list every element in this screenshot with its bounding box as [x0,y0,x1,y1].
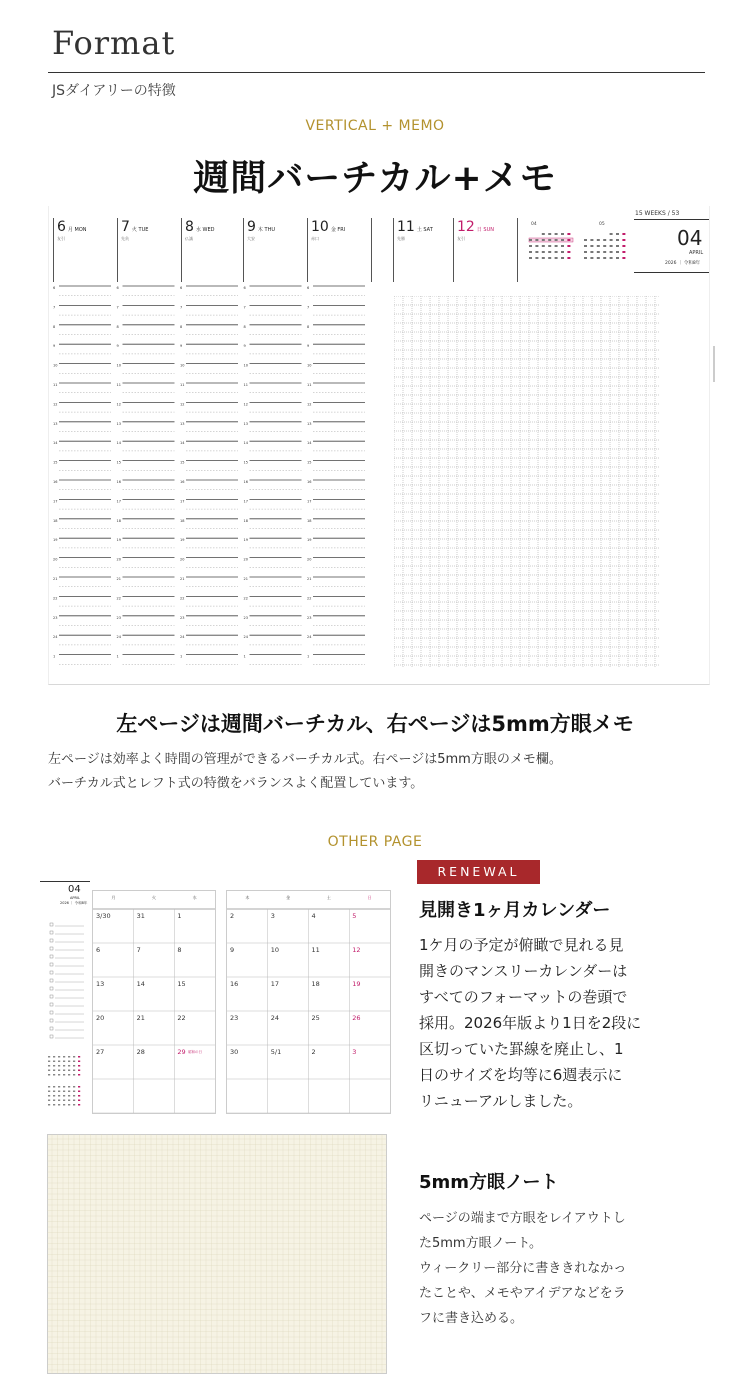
monthly-left-page [92,890,216,1114]
bookmark-marker [713,346,715,382]
calendar-day: 13 [96,980,105,988]
year-label: 2026 ｜ 令和8年 [665,261,701,266]
hour-label: 12 [53,402,58,407]
calendar-day: 24 [270,1014,280,1022]
page-title: Format [52,24,176,62]
calendar-day: 30 [230,1048,239,1056]
hour-label: 16 [116,480,121,484]
hour-label: 14 [243,441,248,446]
vertical-time-grid [53,276,373,668]
hour-label: 19 [53,538,58,543]
hour-label: 20 [243,557,248,562]
hour-label: 23 [116,615,121,620]
calendar-day: 10 [270,946,280,954]
hour-label: 18 [307,518,312,523]
monthly-calendar-preview [40,878,395,1116]
day-number: 10 [311,219,329,235]
hour-label: 23 [243,615,248,620]
hour-label: 10 [53,363,58,368]
weekday-header: 土 [326,895,331,900]
hour-label: 19 [116,538,121,543]
monthly-side-panel [40,878,90,1116]
weekday-header: 金 [286,895,291,900]
day-label: 木 THU [257,227,275,233]
day-rokuyo: 友引 [457,236,465,241]
calendar-day: 27 [96,1048,105,1056]
calendar-day: 23 [230,1014,239,1022]
hour-label: 11 [243,383,248,387]
hour-label: 6 [116,286,119,290]
hour-label: 9 [243,344,246,349]
calendar-day: 21 [136,1014,145,1022]
day-rokuyo: 大安 [247,236,255,241]
calendar-day: 15 [177,980,186,988]
hour-label: 17 [116,499,121,504]
day-label: 月 MON [67,227,87,233]
hour-label: 14 [116,441,121,446]
hour-label: 7 [53,305,56,310]
monthly-month-name: APRIL [70,896,80,900]
day-label: 火 TUE [131,227,149,233]
memo-grid [394,296,659,668]
hour-label: 16 [307,480,312,484]
hour-label: 12 [243,402,248,407]
day-number: 9 [247,219,256,235]
hour-label: 9 [180,344,183,349]
hour-label: 6 [180,286,183,290]
hour-label: 10 [180,363,185,368]
monthly-body-line: 1ケ月の予定が俯瞰で見れる見 [419,936,624,954]
hour-label: 11 [53,383,58,387]
month-divider [634,272,709,273]
hour-label: 22 [307,596,312,601]
calendar-day: 16 [230,980,239,988]
day-header [247,216,275,241]
hour-label: 15 [307,460,312,465]
day-header [185,216,215,241]
calendar-day: 8 [177,946,182,954]
day-separator [181,218,182,282]
calendar-day: 20 [96,1014,105,1022]
mini-calendars [527,230,635,270]
hour-label: 13 [53,421,58,426]
calendar-day: 1 [177,912,182,920]
monthly-right-page [226,890,391,1114]
renewal-badge: RENEWAL [417,860,540,884]
monthly-body [419,932,719,1114]
hour-label: 22 [116,596,121,601]
title-divider [48,72,705,73]
hour-label: 23 [307,615,312,620]
page-subtitle: JSダイアリーの特徴 [52,83,176,99]
hour-label: 15 [116,460,121,465]
month-number: 04 [677,226,703,250]
hour-label: 22 [53,596,58,601]
other-kicker: OTHER PAGE [327,834,423,850]
hour-label: 17 [53,499,58,504]
calendar-day: 25 [311,1014,320,1022]
hour-label: 21 [53,577,58,581]
hour-label: 22 [180,596,185,601]
note-body-line: ページの端まで方眼をレイアウトし [419,1211,626,1226]
weekday-header: 水 [192,895,197,900]
monthly-body-line: リニューアルしました。 [419,1092,583,1110]
hour-label: 15 [53,460,58,465]
hour-label: 19 [307,538,312,543]
note-title: 5mm方眼ノート [419,1172,559,1193]
hour-label: 19 [243,538,248,543]
hour-label: 18 [116,518,121,523]
hour-label: 13 [307,421,312,426]
mini-calendar-may-label: 05 [599,222,605,227]
calendar-day: 3 [352,1048,357,1056]
hour-label: 1 [53,654,56,659]
calendar-day: 18 [311,980,320,988]
hour-label: 8 [116,324,119,329]
hour-label: 20 [116,557,121,562]
weekday-header: 火 [152,895,156,900]
monthly-body-line: すべてのフォーマットの巻頭で [419,988,628,1006]
monthly-month-number: 04 [68,884,81,895]
hour-label: 11 [116,383,121,387]
week-counter: 15 WEEKS / 53 [635,210,680,217]
day-rokuyo: 友引 [57,236,65,241]
hour-label: 9 [53,344,56,349]
day-header [311,216,346,241]
calendar-day: 6 [96,946,101,954]
day-label: 土 SAT [416,227,433,233]
hour-label: 22 [243,596,248,601]
day-number: 6 [57,219,66,235]
day-number: 8 [185,219,194,235]
hour-label: 10 [307,363,312,368]
weekday-header: 日 [367,895,372,900]
calendar-day: 2 [311,1048,316,1056]
day-label: 金 FRI [330,227,346,233]
weekday-header: 木 [245,895,250,900]
hour-label: 7 [243,305,246,310]
day-separator [453,218,454,282]
calendar-day: 12 [352,946,361,954]
day-separator [117,218,118,282]
hour-label: 13 [180,421,185,426]
calendar-day: 2 [230,912,235,920]
hour-label: 16 [53,480,58,484]
day-separator [243,218,244,282]
hour-label: 7 [307,305,310,310]
hour-label: 13 [116,421,121,426]
day-separator [53,218,54,282]
hour-label: 12 [180,402,185,407]
day-number: 11 [397,219,415,235]
hour-label: 6 [307,286,310,290]
hour-label: 13 [243,421,248,426]
monthly-body-line: 日のサイズを均等に6週表示に [419,1066,623,1084]
calendar-day: 22 [177,1014,186,1022]
calendar-day: 31 [136,912,145,920]
hour-label: 10 [243,363,248,368]
calendar-day: 26 [352,1014,361,1022]
grid-note-preview [47,1134,387,1374]
calendar-day: 14 [136,980,145,988]
hour-label: 21 [116,577,121,581]
day-header [457,216,494,241]
month-name: APRIL [689,250,704,256]
day-rokuyo: 先勝 [397,236,405,241]
hour-label: 24 [180,635,185,640]
calendar-day: 17 [270,980,280,988]
monthly-body-line: 区切っていた罫線を廃止し、1 [419,1040,624,1058]
monthly-body-line: 開きのマンスリーカレンダーは [419,962,628,980]
hour-label: 14 [180,441,185,446]
day-label: 水 WED [195,227,215,233]
note-body-line: たことや、メモやアイデアなどをラ [419,1286,626,1301]
monthly-title: 見開き1ヶ月カレンダー [419,900,611,921]
calendar-day: 7 [136,946,141,954]
calendar-day: 3/30 [96,912,111,920]
hour-label: 21 [243,577,248,581]
day-rokuyo: 仏滅 [185,236,193,241]
hour-label: 24 [53,635,58,640]
note-body-line: ウィークリー部分に書ききれなかっ [419,1261,627,1276]
hour-label: 23 [53,615,58,620]
hour-label: 9 [307,344,310,349]
note-body-line: た5mm方眼ノート。 [419,1236,543,1251]
monthly-side-checklist [40,908,90,1113]
hour-label: 20 [307,557,312,562]
hour-label: 1 [307,654,310,659]
day-rokuyo: 先負 [121,236,129,241]
vertical-kicker: VERTICAL + MEMO [305,118,445,134]
calendar-day: 19 [352,980,361,988]
day-rokuyo: 赤口 [311,236,319,241]
day-separator [371,218,372,282]
hour-label: 1 [180,654,183,659]
hour-label: 8 [53,324,56,329]
weekday-header: 月 [111,895,116,900]
day-number: 7 [121,219,130,235]
hour-label: 24 [243,635,248,640]
monthly-body-line: 採用。2026年版より1日を2段に [419,1014,642,1032]
day-header [397,216,433,241]
hour-label: 8 [307,324,310,329]
vertical-heading: 左ページは週間バーチカル、右ページは5mm方眼メモ [116,712,634,736]
hour-label: 21 [307,577,312,581]
calendar-day: 4 [311,912,316,920]
holiday-note: 昭和の日 [188,1050,202,1054]
calendar-day: 29 [177,1048,186,1056]
hour-label: 10 [116,363,121,368]
hour-label: 8 [243,324,246,329]
hour-label: 9 [116,344,119,349]
day-separator [393,218,394,282]
hour-label: 21 [180,577,185,581]
hour-label: 1 [243,654,246,659]
hour-label: 19 [180,538,185,543]
hour-label: 11 [180,383,185,387]
hour-label: 16 [243,480,248,484]
note-body-line: フに書き込める。 [419,1311,524,1326]
day-separator [307,218,308,282]
monthly-year: 2026 ｜ 令和8年 [60,901,88,905]
calendar-day: 5 [352,912,357,920]
hour-label: 24 [116,635,121,640]
day-separator [517,218,518,282]
hour-label: 8 [180,324,183,329]
vertical-desc-2: バーチカル式とレフト式の特徴をバランスよく配置しています。 [48,776,424,791]
hour-label: 14 [53,441,58,446]
day-number: 12 [457,219,475,235]
calendar-day: 3 [270,912,275,920]
day-header [57,216,87,241]
hour-label: 20 [180,557,185,562]
hour-label: 16 [180,480,185,484]
hour-label: 20 [53,557,58,562]
hour-label: 15 [243,460,248,465]
note-body [419,1206,719,1331]
week-divider [634,219,709,220]
hour-label: 7 [180,305,183,310]
hour-label: 11 [307,383,312,387]
hour-label: 1 [116,654,119,659]
weekly-vertical-preview [48,206,710,685]
hour-label: 6 [53,286,56,290]
calendar-day: 5/1 [270,1048,282,1056]
calendar-day: 28 [136,1048,145,1056]
calendar-day: 9 [230,946,235,954]
hour-label: 18 [243,518,248,523]
hour-label: 18 [53,518,58,523]
hour-label: 7 [116,305,119,310]
day-header [121,216,149,241]
hour-label: 6 [243,286,246,290]
hour-label: 15 [180,460,185,465]
hour-label: 17 [307,499,312,504]
mini-calendar-april-label: 04 [531,222,537,227]
hour-label: 17 [243,499,248,504]
day-label: 日 SUN [476,227,494,233]
hour-label: 17 [180,499,185,504]
hour-label: 24 [307,635,312,640]
hour-label: 18 [180,518,185,523]
hour-label: 12 [116,402,121,407]
calendar-day: 11 [311,946,320,954]
hour-label: 12 [307,402,312,407]
vertical-desc-1: 左ページは効率よく時間の管理ができるバーチカル式。右ページは5mm方眼のメモ欄。 [48,752,562,767]
hour-label: 23 [180,615,185,620]
hour-label: 14 [307,441,312,446]
vertical-title: 週間バーチカル+メモ [193,158,557,199]
